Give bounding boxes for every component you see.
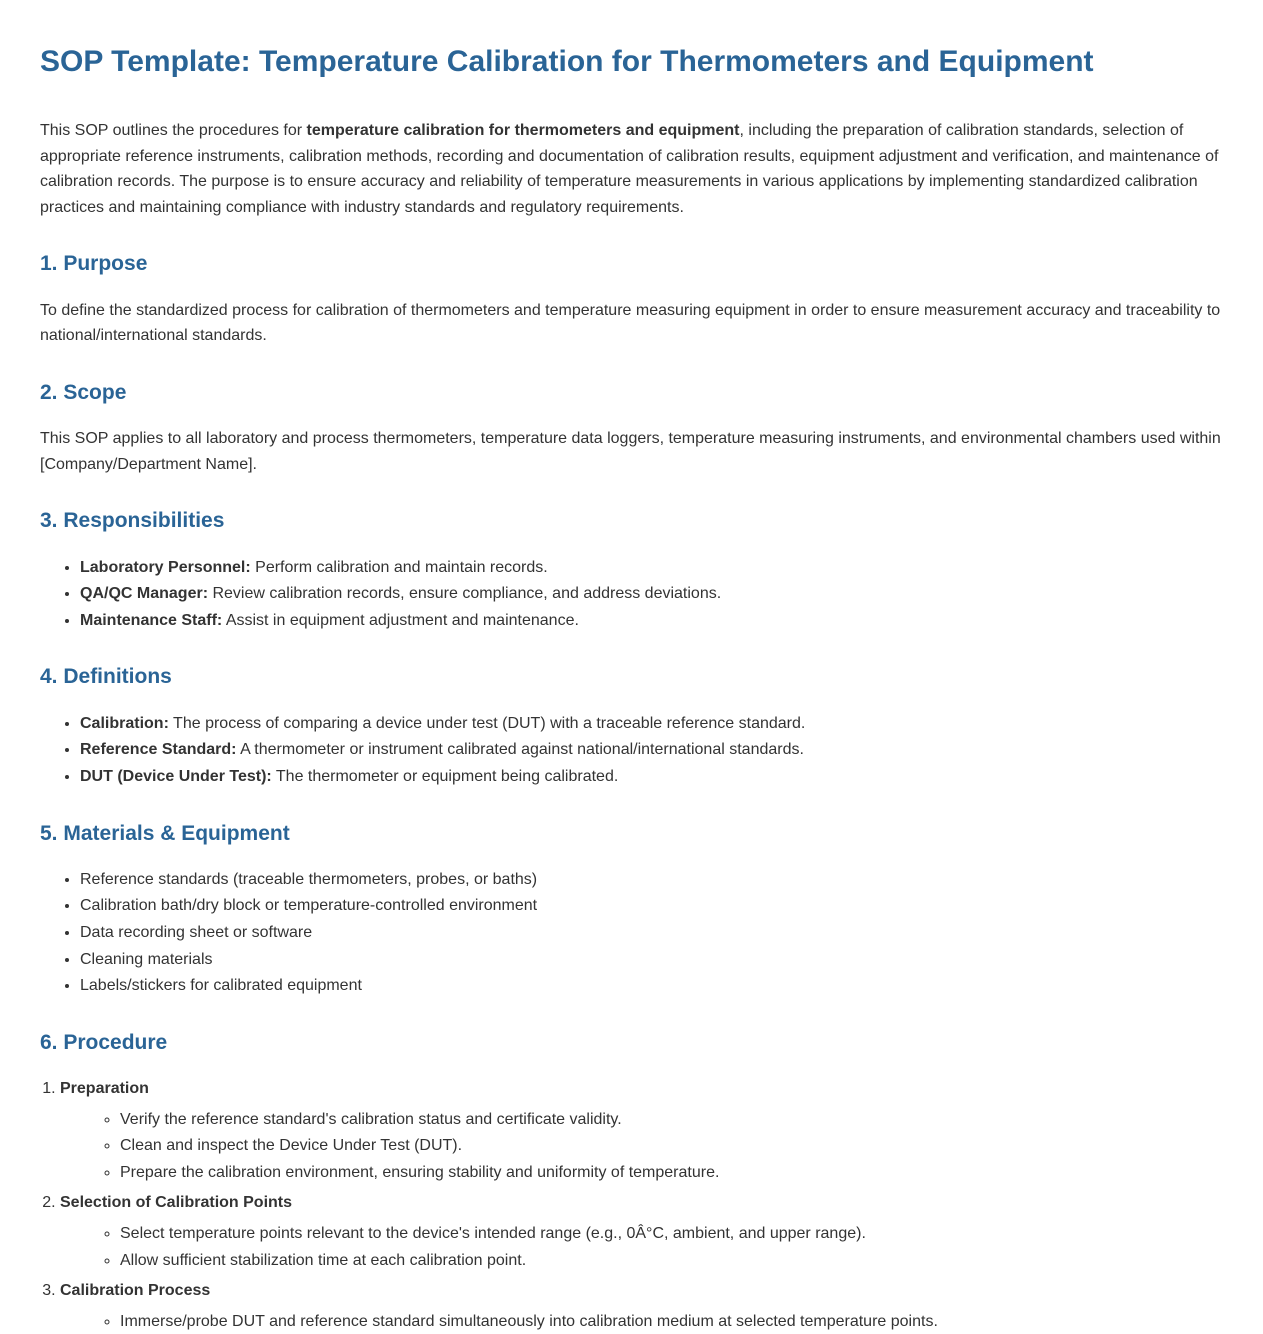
list-item	[80, 608, 1223, 634]
procedure-step-label: Preparation	[60, 1080, 149, 1098]
list-item-label: Reference Standard:	[80, 741, 237, 759]
procedure-substep: ◦ Verify the reference standard's calibration status and certificate validity.	[120, 1107, 1223, 1133]
list-item	[80, 737, 1223, 763]
section-heading-responsibilities: 3. Responsibilities	[40, 509, 225, 533]
section-heading-scope: 2. Scope	[40, 380, 127, 404]
list-item-label: DUT (Device Under Test):	[80, 767, 272, 785]
section-heading-procedure: 6. Procedure	[40, 1030, 168, 1054]
list-item: • Calibration bath/dry block or temperature-controlled environment	[80, 893, 1223, 919]
materials-list	[40, 867, 1223, 999]
intro-text-bold: temperature calibration for thermometers and equipment	[306, 122, 740, 139]
procedure-substep: ◦ Clean and inspect the Device Under Test (DUT).	[120, 1133, 1223, 1159]
list-item-text: Assist in equipment adjustment and maintenance.	[222, 611, 579, 629]
section-heading-purpose: 1. Purpose	[40, 252, 148, 276]
procedure-step	[60, 1278, 1223, 1334]
procedure-substep: ◦ Immerse/probe DUT and reference standard simultaneously into calibration medium at selected temperature points.	[120, 1309, 1223, 1334]
list-item: • Reference standards (traceable thermometers, probes, or baths)	[80, 867, 1223, 893]
procedure-substep: ◦ Select temperature points relevant to the device's intended range (e.g., 0Â°C, ambient, and upper range).	[120, 1221, 1223, 1247]
list-item-label: QA/QC Manager:	[80, 585, 209, 603]
responsibilities-list	[40, 555, 1223, 634]
list-item-text: The process of comparing a device under test (DUT) with a traceable reference standard.	[168, 714, 806, 732]
procedure-steps-list	[40, 1076, 1223, 1334]
scope-paragraph: This SOP applies to all laboratory and process thermometers, temperature data loggers, temperature measuring instruments, and environmental chambers used within [Company/Department Name].	[40, 430, 1221, 473]
procedure-substeps-list	[60, 1107, 1223, 1186]
list-item: • Cleaning materials	[80, 947, 1223, 973]
definitions-list	[40, 711, 1223, 790]
section-heading-materials: 5. Materials & Equipment	[40, 821, 290, 845]
list-item	[80, 581, 1223, 607]
list-item-text: Review calibration records, ensure compliance, and address deviations.	[208, 585, 722, 603]
procedure-substep: ◦ Allow sufficient stabilization time at each calibration point.	[120, 1248, 1223, 1274]
list-item-text: A thermometer or instrument calibrated against national/international standards.	[236, 741, 804, 759]
page-title: SOP Template: Temperature Calibration for Thermometers and Equipment	[40, 45, 1094, 78]
intro-text-before: This SOP outlines the procedures for	[40, 122, 307, 139]
list-item-text: The thermometer or equipment being calibrated.	[271, 767, 619, 785]
procedure-step-label: Selection of Calibration Points	[60, 1194, 293, 1212]
list-item	[80, 555, 1223, 581]
purpose-paragraph: To define the standardized process for calibration of thermometers and temperature measuring equipment in order to ensure measurement accuracy and traceability to national/international standards.	[40, 301, 1221, 345]
procedure-substep: ◦ Prepare the calibration environment, ensuring stability and uniformity of temperature.	[120, 1160, 1223, 1186]
section-heading-definitions: 4. Definitions	[40, 665, 172, 689]
list-item-text: Perform calibration and maintain records.	[250, 558, 548, 576]
list-item	[80, 764, 1223, 790]
procedure-step	[60, 1190, 1223, 1273]
procedure-step	[60, 1076, 1223, 1185]
list-item	[80, 711, 1223, 737]
list-item-label: Calibration:	[80, 714, 169, 732]
intro-paragraph	[40, 118, 1223, 220]
procedure-step-label: Calibration Process	[60, 1282, 211, 1300]
intro-text-after: , including the preparation of calibration standards, selection of appropriate reference instruments, calibration methods, recording and documentation of calibration results, equipment adjustment and verification, and maintenance of calibration records. The purpose is to ensure accuracy and reliability of temperature measurements in various applications by implementing standardized calibration practices and maintaining compliance with industry standards and regulatory requirements.	[40, 122, 1219, 216]
list-item: • Data recording sheet or software	[80, 920, 1223, 946]
list-item-label: Maintenance Staff:	[80, 611, 223, 629]
procedure-substeps-list	[60, 1221, 1223, 1273]
list-item: • Labels/stickers for calibrated equipment	[80, 973, 1223, 999]
list-item-label: Laboratory Personnel:	[80, 558, 251, 576]
